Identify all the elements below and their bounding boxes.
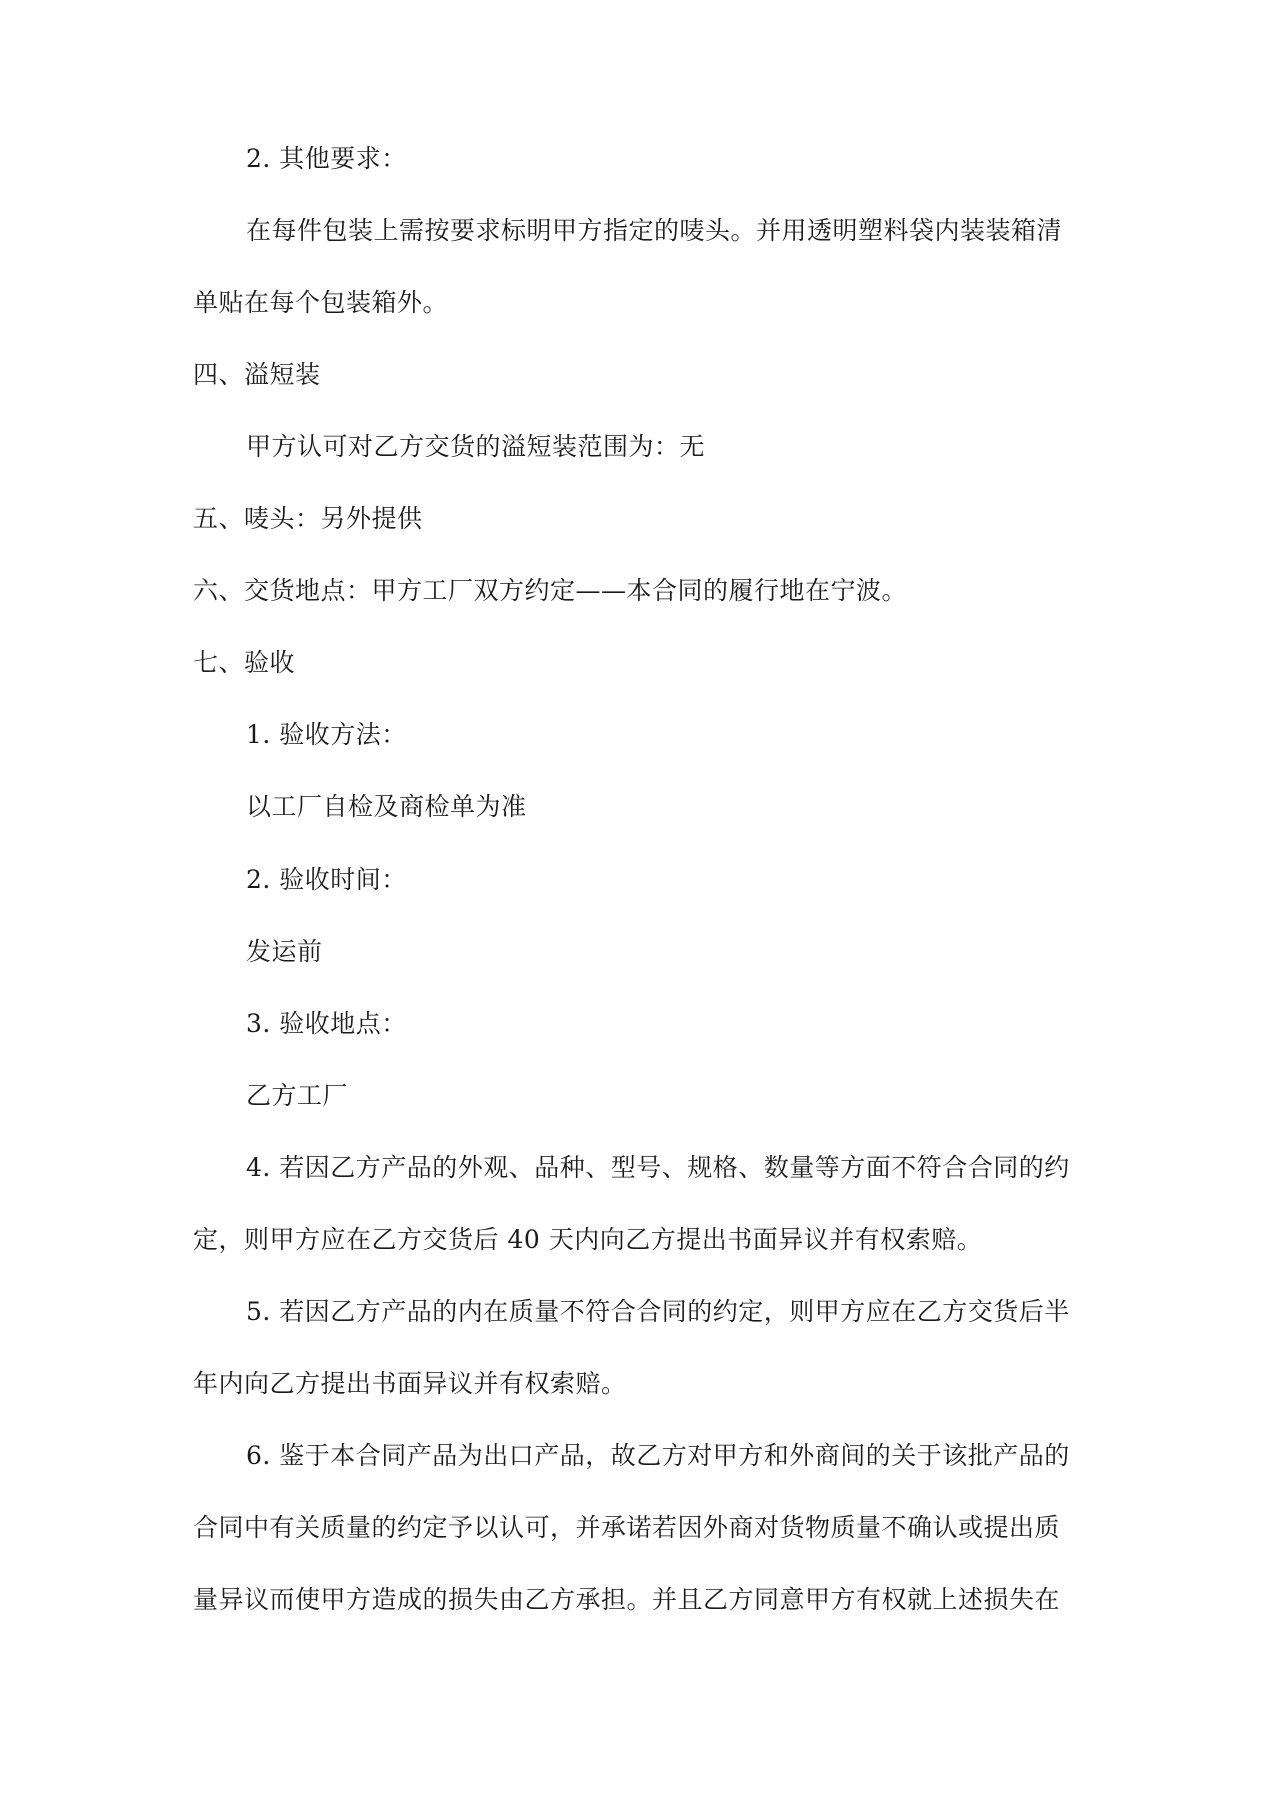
inspection-method-heading: 1. 验收方法： (246, 720, 407, 749)
inspection-place-heading: 3. 验收地点： (246, 1009, 407, 1038)
section-six-heading: 六、交货地点：甲方工厂双方约定——本合同的履行地在宁波。 (193, 576, 908, 605)
section-five-heading: 五、唛头：另外提供 (193, 504, 423, 533)
inspection-place-text: 乙方工厂 (246, 1081, 349, 1110)
inspection-method-text: 以工厂自检及商检单为准 (246, 792, 527, 821)
packaging-paragraph-line-1: 在每件包装上需按要求标明甲方指定的唛头。并用透明塑料袋内装装箱清 (246, 216, 1063, 245)
subsection-other-requirements-heading: 2. 其他要求： (246, 144, 407, 173)
inspection-time-text: 发运前 (246, 937, 323, 966)
clause-four-line-1: 4. 若因乙方产品的外观、品种、型号、规格、数量等方面不符合合同的约 (246, 1153, 1070, 1182)
clause-six-line-1: 6. 鉴于本合同产品为出口产品，故乙方对甲方和外商间的关于该批产品的 (246, 1441, 1070, 1470)
section-four-heading: 四、溢短装 (193, 360, 321, 389)
packaging-paragraph-line-2: 单贴在每个包装箱外。 (193, 288, 449, 317)
clause-four-line-2: 定，则甲方应在乙方交货后 40 天内向乙方提出书面异议并有权索赔。 (193, 1225, 983, 1254)
clause-five-line-1: 5. 若因乙方产品的内在质量不符合合同的约定，则甲方应在乙方交货后半 (246, 1297, 1070, 1326)
section-seven-heading: 七、验收 (193, 648, 296, 677)
clause-five-line-2: 年内向乙方提出书面异议并有权索赔。 (193, 1369, 627, 1398)
clause-six-line-2: 合同中有关质量的约定予以认可，并承诺若因外商对货物质量不确认或提出质 (193, 1513, 1061, 1542)
inspection-time-heading: 2. 验收时间： (246, 865, 407, 894)
tolerance-paragraph: 甲方认可对乙方交货的溢短装范围为：无 (246, 432, 706, 461)
clause-six-line-3: 量异议而使甲方造成的损失由乙方承担。并且乙方同意甲方有权就上述损失在 (193, 1585, 1061, 1614)
